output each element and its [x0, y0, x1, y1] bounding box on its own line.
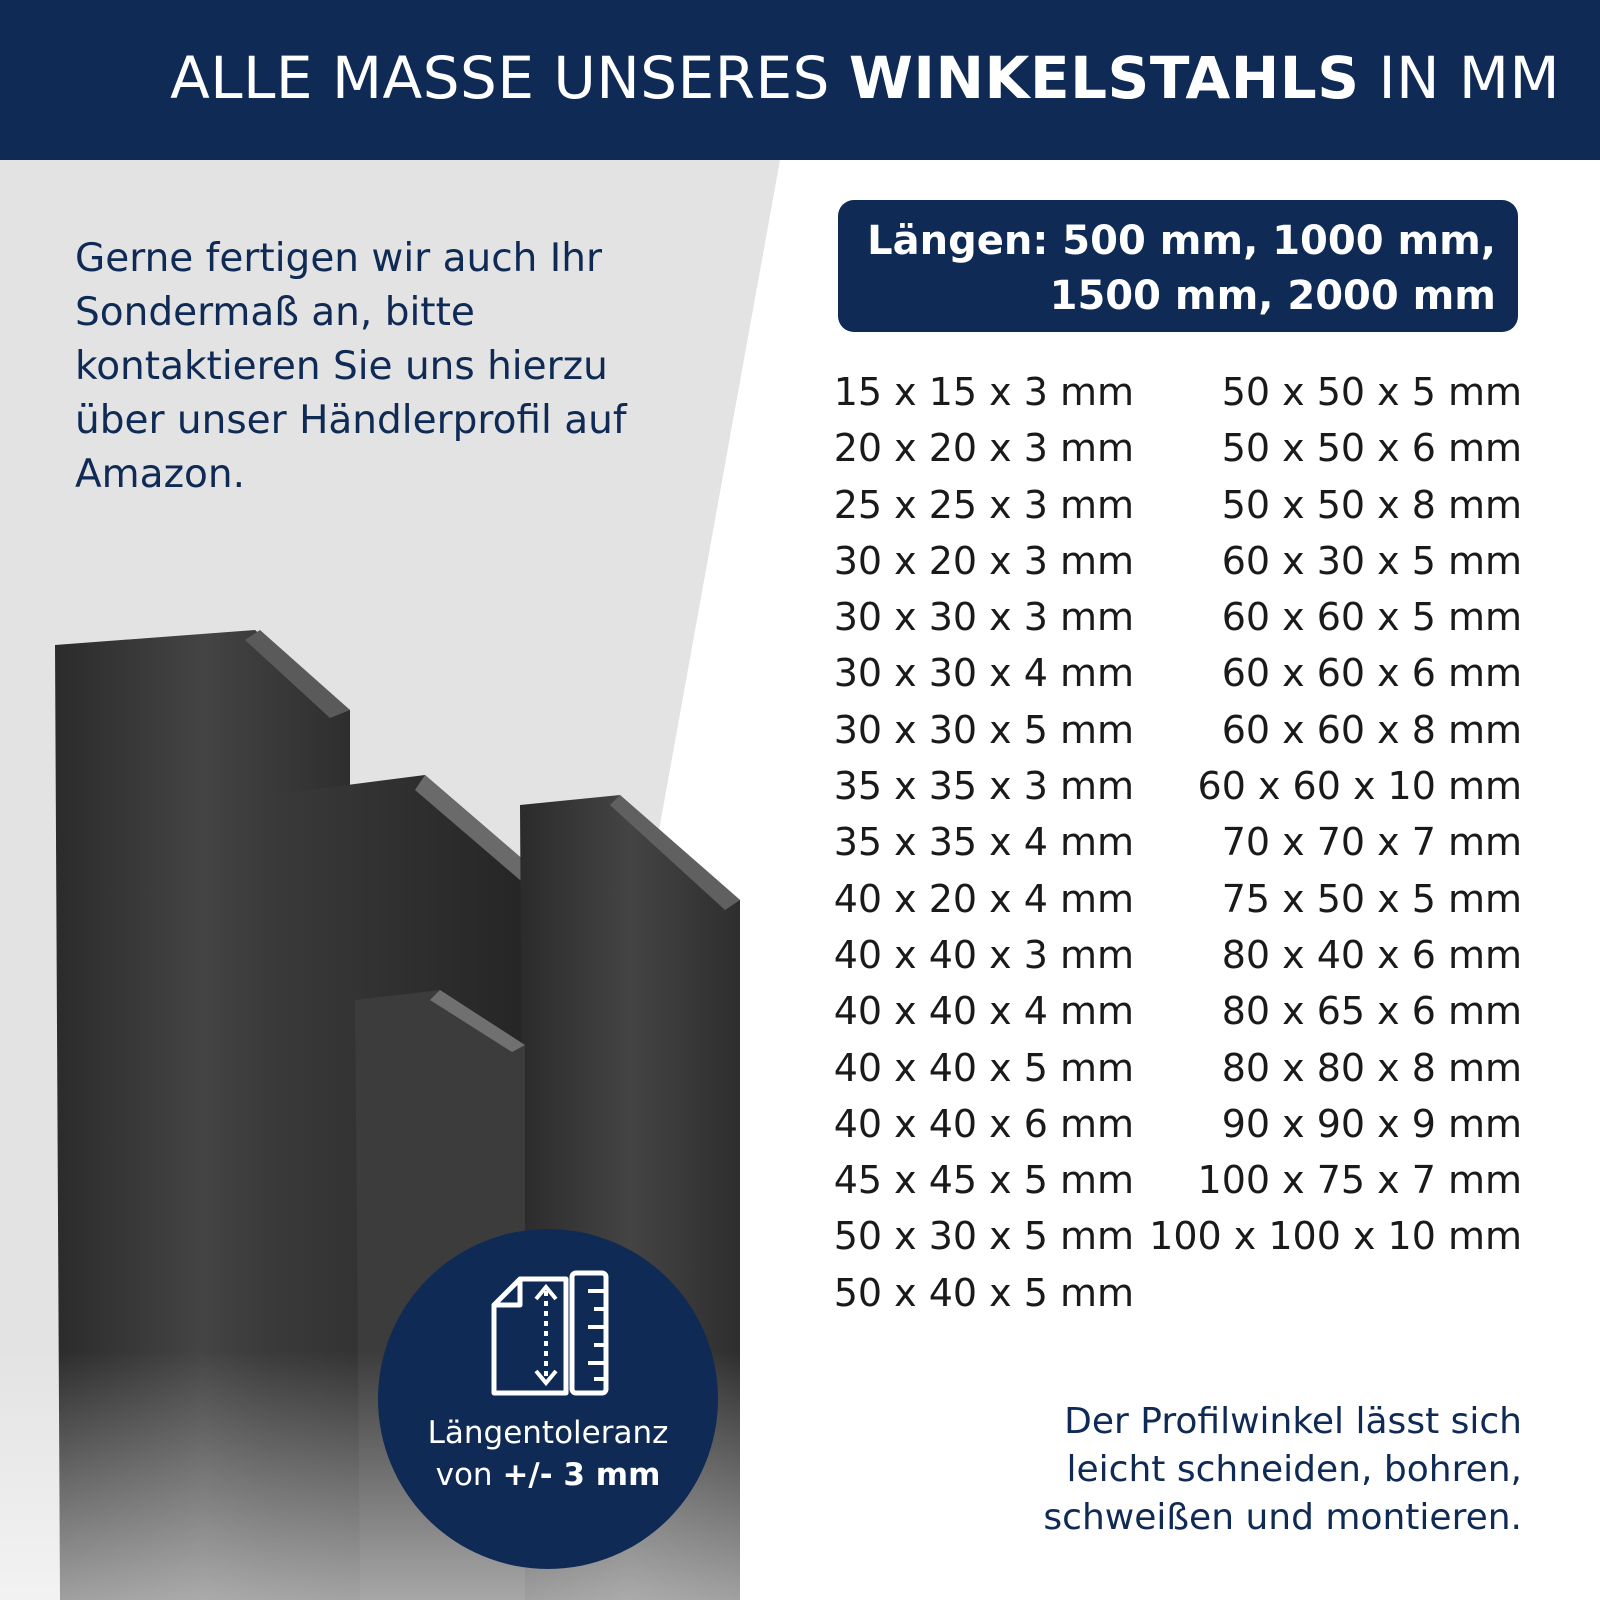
size-item: 30 x 20 x 3 mm	[833, 538, 1134, 583]
size-item: 100 x 100 x 10 mm	[1149, 1214, 1522, 1259]
size-item: 50 x 30 x 5 mm	[833, 1214, 1134, 1259]
size-item: 40 x 20 x 4 mm	[833, 876, 1134, 921]
processing-note	[1043, 1398, 1522, 1542]
size-item: 70 x 70 x 7 mm	[1221, 820, 1522, 865]
size-item: 60 x 60 x 10 mm	[1197, 764, 1522, 809]
size-item: 15 x 15 x 3 mm	[833, 370, 1134, 414]
size-item: 60 x 30 x 5 mm	[1221, 538, 1522, 583]
size-item: 20 x 20 x 3 mm	[833, 426, 1134, 471]
size-item: 35 x 35 x 3 mm	[833, 764, 1134, 809]
size-item: 30 x 30 x 4 mm	[833, 651, 1134, 696]
sizes-list-left	[834, 364, 1134, 1321]
size-item: 75 x 50 x 5 mm	[1221, 876, 1522, 921]
size-item: 80 x 80 x 8 mm	[1221, 1045, 1522, 1090]
size-item: 80 x 65 x 6 mm	[1221, 989, 1522, 1034]
size-item: 35 x 35 x 4 mm	[833, 820, 1134, 865]
tolerance-value: +/- 3 mm	[502, 1457, 661, 1493]
processing-line-3: schweißen und montieren.	[1043, 1497, 1522, 1538]
tolerance-prefix: von	[435, 1457, 503, 1493]
size-item: 60 x 60 x 6 mm	[1221, 651, 1522, 696]
header-banner	[0, 0, 1600, 160]
custom-size-note: Gerne fertigen wir auch Ihr Sondermaß an, bitte kontaktieren Sie uns hierzu über unser Händlerprofil auf Amazon.	[75, 236, 627, 497]
size-item: 60 x 60 x 5 mm	[1221, 595, 1522, 640]
lengths-line-1: Längen: 500 mm, 1000 mm,	[867, 218, 1496, 264]
sizes-list-right	[1149, 364, 1522, 1265]
page-title	[170, 44, 1560, 112]
size-item: 40 x 40 x 3 mm	[833, 932, 1134, 977]
tolerance-line-1: Längentoleranz	[427, 1415, 669, 1451]
size-item: 50 x 40 x 5 mm	[833, 1270, 1134, 1315]
lengths-line-2: 1500 mm, 2000 mm	[1049, 273, 1496, 319]
size-item: 40 x 40 x 6 mm	[833, 1101, 1134, 1146]
title-part-suffix: IN MM	[1359, 44, 1560, 112]
size-item: 40 x 40 x 4 mm	[833, 989, 1134, 1034]
tolerance-badge	[378, 1229, 718, 1569]
size-item: 90 x 90 x 9 mm	[1221, 1101, 1522, 1146]
processing-line-1: Der Profilwinkel lässt sich	[1064, 1401, 1522, 1442]
title-part-regular: ALLE MASSE UNSERES	[170, 44, 849, 112]
processing-line-2: leicht schneiden, bohren,	[1066, 1449, 1522, 1490]
size-item: 30 x 30 x 5 mm	[833, 707, 1134, 752]
lengths-box	[838, 200, 1518, 332]
size-item: 30 x 30 x 3 mm	[833, 595, 1134, 640]
tolerance-line-2	[378, 1454, 718, 1496]
tolerance-text	[378, 1412, 718, 1496]
size-item: 50 x 50 x 5 mm	[1221, 370, 1522, 414]
lengths-text	[867, 214, 1496, 324]
size-item: 80 x 40 x 6 mm	[1221, 932, 1522, 977]
size-item: 25 x 25 x 3 mm	[833, 482, 1134, 527]
size-item: 50 x 50 x 8 mm	[1221, 482, 1522, 527]
size-item: 45 x 45 x 5 mm	[833, 1158, 1134, 1203]
size-item: 100 x 75 x 7 mm	[1197, 1158, 1522, 1203]
size-item: 60 x 60 x 8 mm	[1221, 707, 1522, 752]
size-item: 50 x 50 x 6 mm	[1221, 426, 1522, 471]
title-part-bold: WINKELSTAHLS	[848, 44, 1360, 112]
size-item: 40 x 40 x 5 mm	[833, 1045, 1134, 1090]
length-ruler-icon	[488, 1269, 613, 1399]
